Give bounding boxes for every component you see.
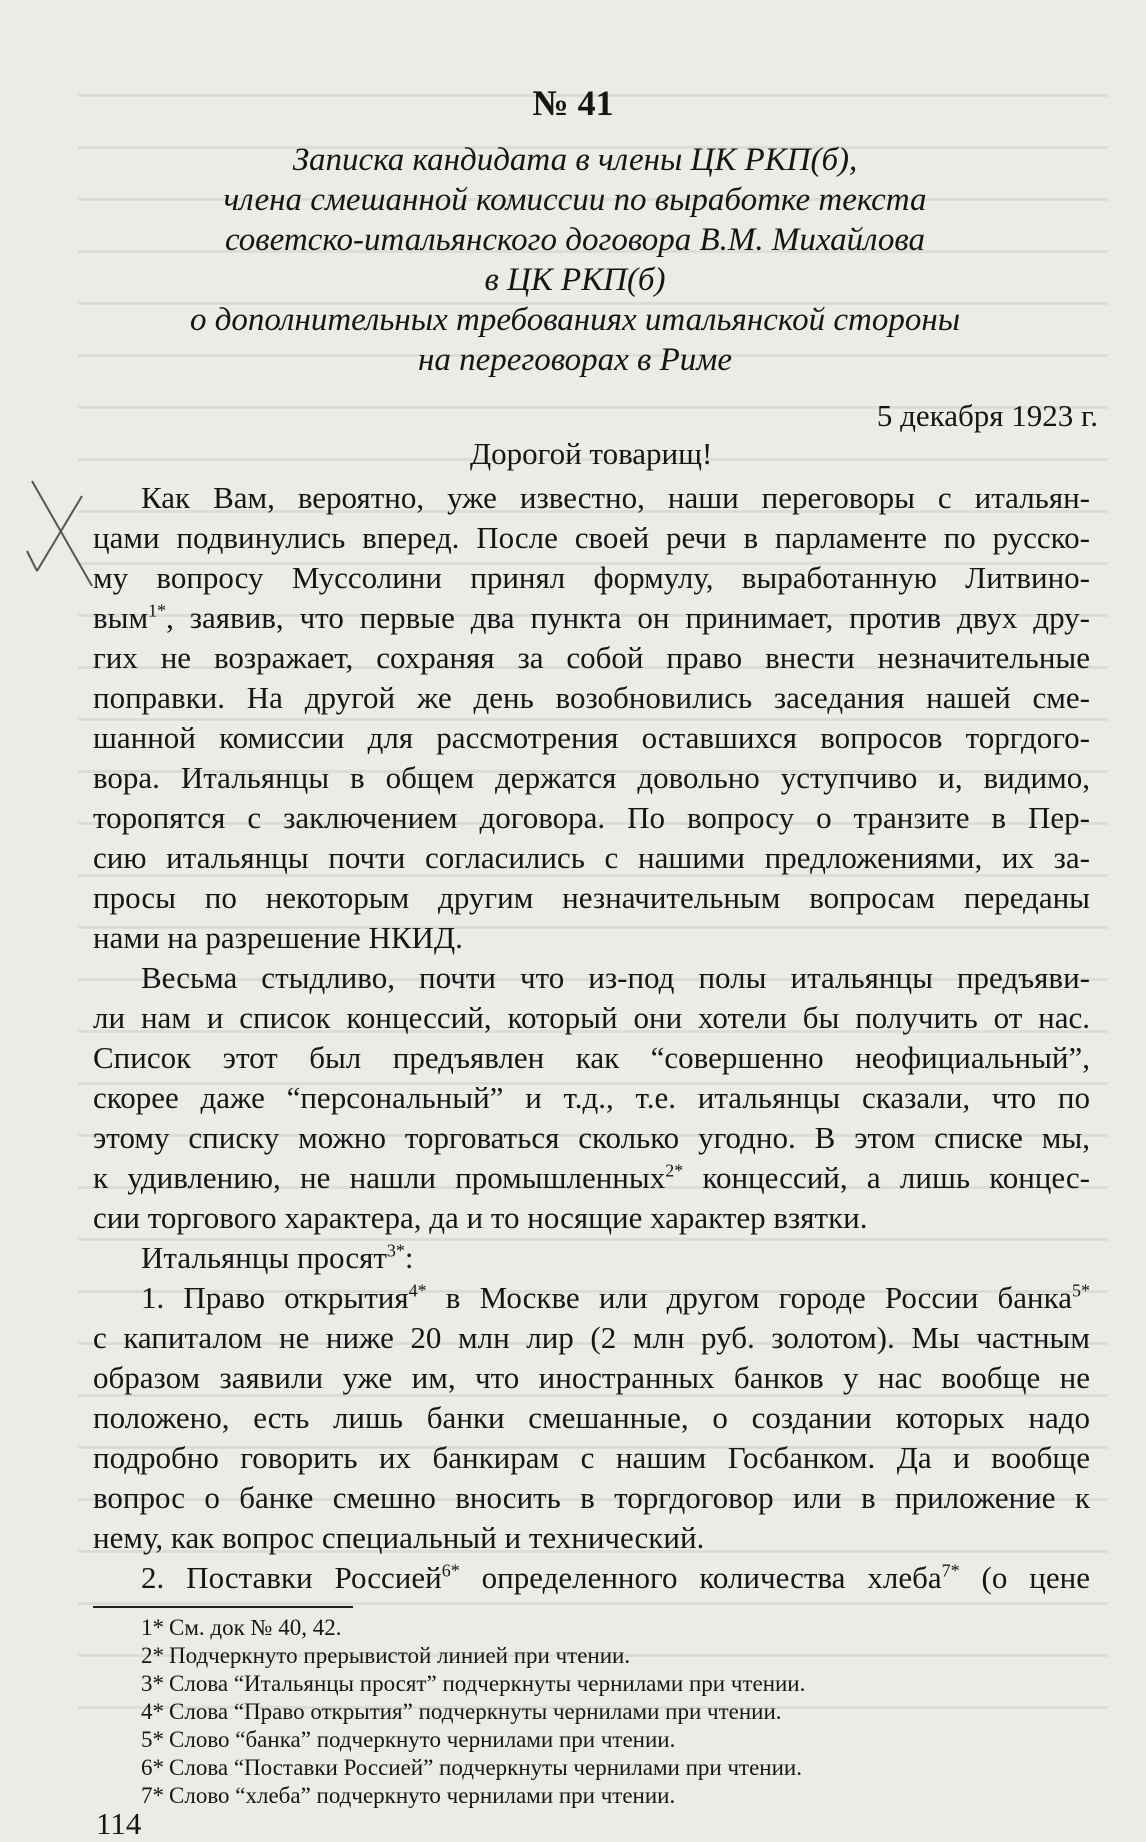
body-line: му вопросу Муссолини принял формулу, выработанную Литвино-	[93, 560, 1090, 595]
body-line: Как Вам, вероятно, уже известно, наши переговоры с итальян-	[141, 480, 1090, 515]
document-date: 5 декабря 1923 г.	[876, 398, 1098, 433]
body-line: вым$^{1*}$, заявив, что первые два пункта он принимает, против двух дру-	[93, 600, 1090, 635]
title-line-2: члена смешанной комиссии по выработке текста	[223, 182, 927, 218]
footnote-ref: 2*	[665, 1160, 684, 1181]
body-line: ли нам и список концессий, который они хотели бы получить от нас.	[93, 1000, 1090, 1035]
document-number: № 41	[532, 83, 614, 123]
greeting: Дорогой товарищ!	[470, 436, 713, 471]
footnote: 6* Слова “Поставки Россией” подчеркнуты чернилами при чтении.	[141, 1755, 802, 1780]
body-line: скорее даже “персональный” и т.д., т.е. итальянцы сказали, что по	[93, 1080, 1090, 1115]
body-line: образом заявили уже им, что иностранных банков у нас вообще не	[93, 1360, 1090, 1395]
body-line: Весьма стыдливо, почти что из-под полы итальянцы предъяви-	[141, 960, 1090, 995]
footnote-ref: 5*	[1072, 1280, 1090, 1301]
footnote-ref: 6*	[441, 1560, 460, 1581]
body-line: шанной комиссии для рассмотрения оставшихся вопросов торгдого-	[93, 720, 1090, 755]
body-line: цами подвинулись вперед. После своей речи в парламенте по русско-	[93, 520, 1090, 555]
body-line: поправки. На другой же день возобновились заседания нашей сме-	[93, 680, 1090, 715]
footnote-ref: 4*	[408, 1280, 427, 1301]
title-line-5: о дополнительных требованиях итальянской стороны	[189, 302, 961, 338]
page-number: 114	[96, 1806, 142, 1841]
footnote: 1* См. док № 40, 42.	[141, 1615, 342, 1640]
body-line: вопрос о банке смешно вносить в торгдоговор или в приложение к	[93, 1480, 1090, 1515]
body-line: подробно говорить их банкирам с нашим Госбанком. Да и вообще	[93, 1440, 1090, 1475]
title-line-4: в ЦК РКП(б)	[484, 262, 666, 298]
body-line: сию итальянцы почти согласились с нашими предложениями, их за-	[93, 840, 1090, 875]
title-line-6: на переговорах в Риме	[417, 342, 732, 378]
title-line-1: Записка кандидата в члены ЦК РКП(б),	[292, 142, 858, 178]
body-line: с капиталом не ниже 20 млн лир (2 млн руб. золотом). Мы частным	[93, 1320, 1090, 1355]
body-line: 2. Поставки Россией$^{6*}$ определенного количества хлеба$^{7*}$ (о цене	[141, 1560, 1090, 1595]
title-line-3: советско-итальянского договора В.М. Михайлова	[224, 222, 925, 258]
footnote: 2* Подчеркнуто прерывистой линией при чтении.	[141, 1643, 631, 1668]
footnote-ref: 1*	[148, 600, 167, 621]
body-line: нами на разрешение НКИД.	[93, 920, 463, 955]
body-line: нему, как вопрос специальный и технический.	[93, 1520, 705, 1555]
footnote: 3* Слова “Итальянцы просят” подчеркнуты чернилами при чтении.	[141, 1671, 806, 1696]
body-line: сии торгового характера, да и то носящие характер взятки.	[93, 1200, 868, 1235]
body-line: торопятся с заключением договора. По вопросу о транзите в Пер-	[93, 800, 1090, 835]
body-line: Итальянцы просят$^{3*}$:	[141, 1240, 414, 1275]
body-line: к удивлению, не нашли промышленных$^{2*}$ концессий, а лишь концес-	[93, 1160, 1090, 1195]
body-line: гих не возражает, сохраняя за собой право внести незначительные	[93, 640, 1090, 675]
body-line: этому списку можно торговаться сколько угодно. В этом списке мы,	[93, 1120, 1090, 1155]
footnote-ref: 7*	[941, 1560, 960, 1581]
body-line: Список этот был предъявлен как “совершенно неофициальный”,	[93, 1040, 1090, 1075]
footnote: 5* Слово “банка” подчеркнуто чернилами при чтении.	[141, 1727, 676, 1752]
body-line: просы по некоторым другим незначительным вопросам переданы	[93, 880, 1090, 915]
body-line: положено, есть лишь банки смешанные, о создании которых надо	[93, 1400, 1090, 1435]
footnote: 7* Слово “хлеба” подчеркнуто чернилами при чтении.	[141, 1783, 676, 1808]
footnote-ref: 3*	[386, 1240, 405, 1261]
body-line: 1. Право открытия$^{4*}$ в Москве или другом городе России банка$^{5*}$	[141, 1280, 1090, 1315]
body-line: вора. Итальянцы в общем держатся довольно уступчиво и, видимо,	[93, 760, 1090, 795]
footnote: 4* Слова “Право открытия” подчеркнуты чернилами при чтении.	[141, 1699, 782, 1724]
